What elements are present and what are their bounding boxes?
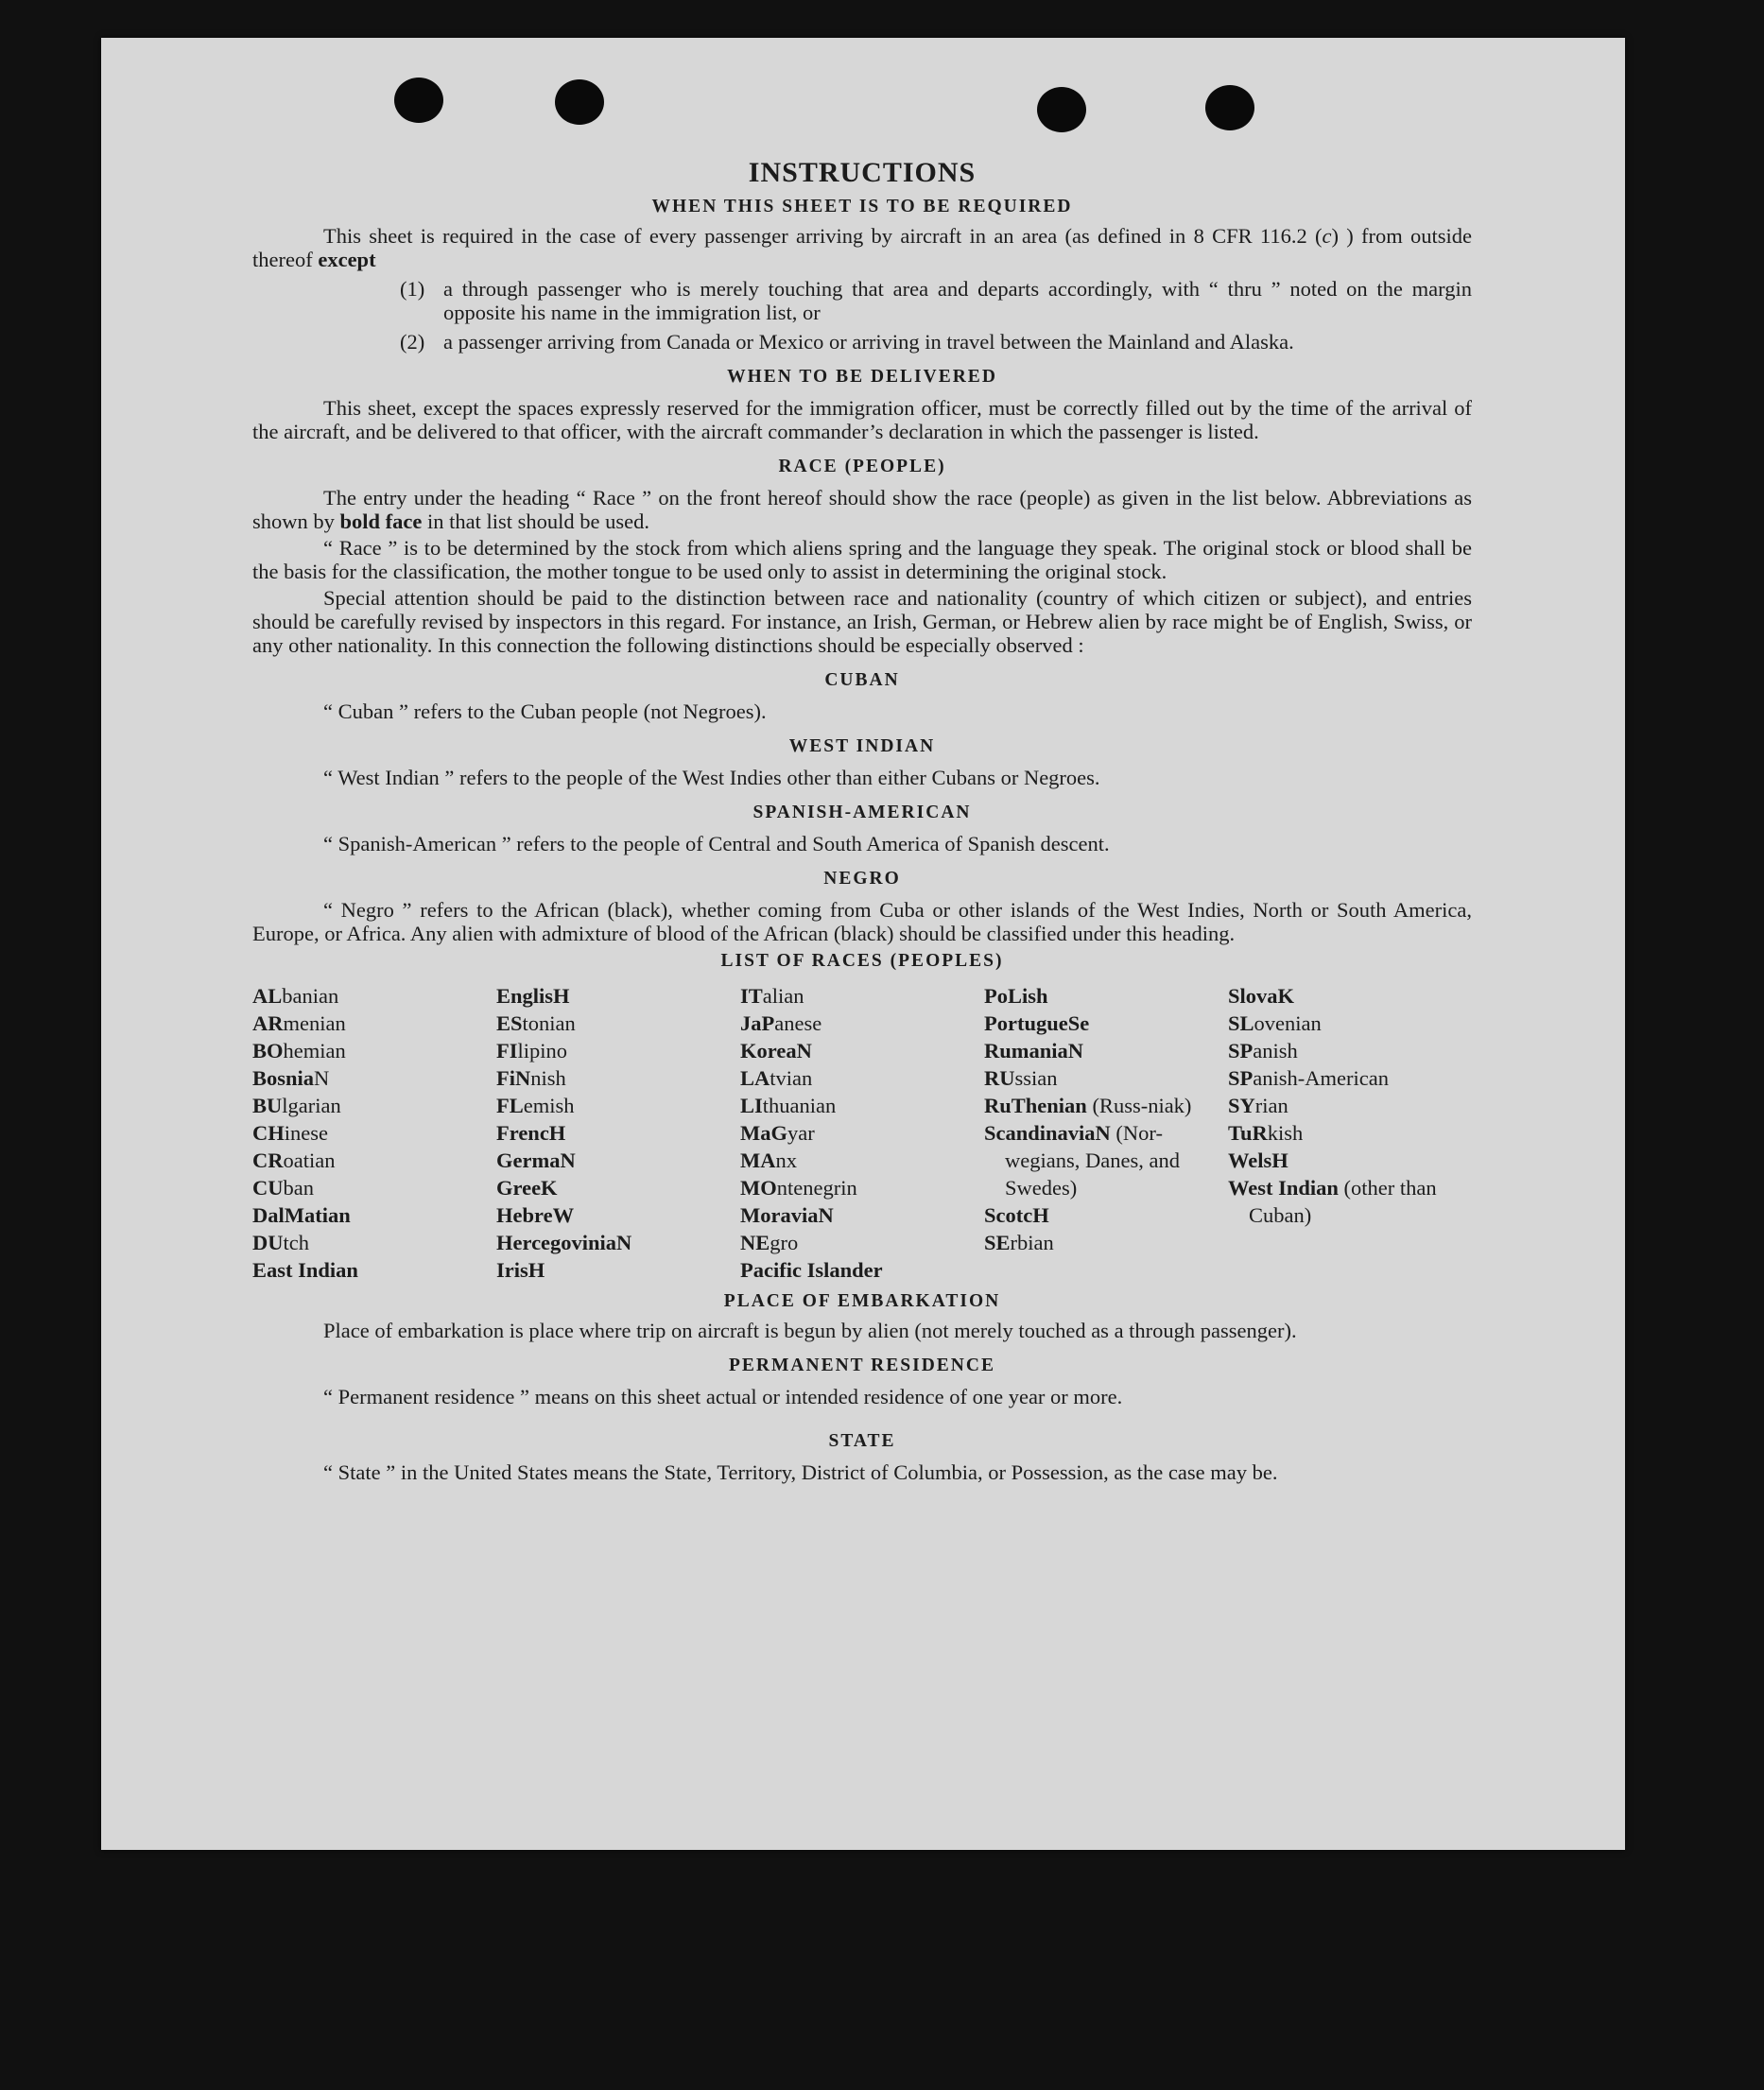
race-entry [740, 1147, 984, 1174]
race-abbreviation: HebreW [496, 1203, 575, 1227]
race-remainder: ssian [1014, 1066, 1058, 1090]
race-entry [740, 1119, 984, 1147]
race-abbreviation: SP [1228, 1039, 1254, 1062]
item-number: (2) [400, 330, 425, 354]
race-abbreviation: CU [252, 1176, 284, 1200]
instructions-body [252, 157, 1472, 1487]
race-entry [496, 1092, 740, 1119]
race-remainder: rian [1254, 1094, 1288, 1117]
race-remainder: N [314, 1066, 330, 1090]
race-entry [984, 1010, 1228, 1037]
race-entry [252, 1092, 496, 1119]
race-entry [1228, 1010, 1472, 1037]
race-abbreviation: CH [252, 1121, 285, 1145]
permanent-residence-paragraph: “ Permanent residence ” means on this sheet actual or intended residence of one year or more. [323, 1385, 1123, 1408]
section-heading-spanish-american: SPANISH-AMERICAN [752, 803, 972, 822]
race-remainder: nx [775, 1149, 797, 1172]
race-entry [740, 1010, 984, 1037]
races-column [740, 982, 984, 1284]
race-entry [1228, 1037, 1472, 1064]
race-entry [740, 1256, 984, 1284]
race-entry [984, 1037, 1228, 1064]
race-entry [740, 1092, 984, 1119]
race-entry [252, 1064, 496, 1092]
races-column [1228, 982, 1472, 1284]
race-entry [984, 1064, 1228, 1092]
race-abbreviation: RumaniaN [984, 1039, 1084, 1062]
race-paragraph-1 [252, 486, 1472, 533]
race-entry [496, 1201, 740, 1229]
punch-hole [555, 79, 604, 125]
race-abbreviation: IT [740, 984, 763, 1008]
race-abbreviation: LA [740, 1066, 770, 1090]
race-abbreviation: SP [1228, 1066, 1254, 1090]
race-abbreviation: ES [496, 1011, 523, 1035]
item-text: a through passenger who is merely touching that area and departs accordingly, with “ thru ” noted on the margin opposite his name in the immigration list, or [443, 277, 1472, 324]
race-entry [496, 982, 740, 1010]
text-span: c [1322, 224, 1332, 248]
race-abbreviation: MaG [740, 1121, 787, 1145]
race-entry [1228, 1147, 1472, 1174]
exception-item-1 [400, 277, 1472, 324]
text-span: bold face [339, 510, 423, 533]
race-entry [740, 1201, 984, 1229]
race-abbreviation: JaP [740, 1011, 775, 1035]
race-entry [496, 1037, 740, 1064]
race-remainder: nish [530, 1066, 566, 1090]
text-span: except [318, 248, 376, 271]
race-remainder: ntenegrin [776, 1176, 857, 1200]
race-remainder: lipino [517, 1039, 568, 1062]
race-abbreviation: West Indian [1228, 1176, 1339, 1200]
race-abbreviation: BU [252, 1094, 283, 1117]
race-entry [1228, 982, 1472, 1010]
race-entry [740, 1064, 984, 1092]
race-abbreviation: FrencH [496, 1121, 566, 1145]
race-entry [740, 1174, 984, 1201]
race-entry [496, 1064, 740, 1092]
race-abbreviation: MoraviaN [740, 1203, 834, 1227]
race-abbreviation: CR [252, 1149, 284, 1172]
required-paragraph [252, 224, 1472, 271]
delivered-paragraph: This sheet, except the spaces expressly reserved for the immigration officer, must be correctly filled out by the time of the arrival of the aircraft, and be delivered to that officer, with the aircraft commander’s declaration in which the passenger is listed. [252, 396, 1472, 443]
race-remainder: anese [774, 1011, 822, 1035]
race-abbreviation: FI [496, 1039, 518, 1062]
race-entry [740, 1037, 984, 1064]
race-remainder: gro [770, 1231, 799, 1254]
race-remainder: emish [523, 1094, 575, 1117]
spanish-american-paragraph: “ Spanish-American ” refers to the people of Central and South America of Spanish descent. [323, 832, 1110, 855]
race-entry [496, 1174, 740, 1201]
section-heading-list-of-races: LIST OF RACES (PEOPLES) [720, 951, 1004, 971]
race-abbreviation: FL [496, 1094, 524, 1117]
race-abbreviation: HercegoviniaN [496, 1231, 632, 1254]
races-column [984, 982, 1228, 1284]
race-abbreviation: PoLish [984, 984, 1048, 1008]
text-span: ) ) from outside thereof [252, 224, 1473, 271]
race-abbreviation: AL [252, 984, 283, 1008]
text-span: The entry under the heading “ Race ” on the front hereof should show the race (people) as given in the list below. Abbreviations as shown by [252, 486, 1472, 533]
races-column [252, 982, 496, 1284]
race-entry [252, 1147, 496, 1174]
race-abbreviation: SY [1228, 1094, 1255, 1117]
race-abbreviation: RU [984, 1066, 1015, 1090]
race-abbreviation: RuThenian [984, 1094, 1087, 1117]
punch-hole [1037, 87, 1086, 132]
race-abbreviation: LI [740, 1094, 763, 1117]
race-remainder: ban [283, 1176, 314, 1200]
race-paragraph-2: “ Race ” is to be determined by the stock from which aliens spring and the language they speak. The original stock or blood shall be the basis for the classification, the mother tongue to be used only to assist in determining the original stock. [252, 536, 1472, 583]
section-heading-state: STATE [828, 1431, 896, 1451]
race-entry [252, 1010, 496, 1037]
race-remainder: tvian [770, 1066, 813, 1090]
embarkation-paragraph: Place of embarkation is place where trip on aircraft is begun by alien (not merely touched as a through passenger). [323, 1319, 1297, 1342]
section-heading-embarkation: PLACE OF EMBARKATION [723, 1291, 1001, 1311]
race-remainder: thuanian [762, 1094, 837, 1117]
race-entry [252, 1174, 496, 1201]
race-entry [984, 1229, 1228, 1256]
race-entry [496, 1119, 740, 1147]
race-abbreviation: SlovaK [1228, 984, 1295, 1008]
race-remainder: yar [787, 1121, 815, 1145]
race-remainder: ovenian [1254, 1011, 1322, 1035]
section-heading-delivered: WHEN TO BE DELIVERED [727, 367, 997, 387]
race-entry [252, 1229, 496, 1256]
race-abbreviation: MO [740, 1176, 777, 1200]
race-abbreviation: Pacific Islander [740, 1258, 883, 1282]
race-entry [496, 1229, 740, 1256]
race-entry [496, 1256, 740, 1284]
punch-hole [394, 78, 443, 123]
race-remainder: anish [1253, 1039, 1298, 1062]
race-remainder: inese [284, 1121, 328, 1145]
race-abbreviation: AR [252, 1011, 284, 1035]
race-entry [984, 1119, 1228, 1201]
negro-paragraph: “ Negro ” refers to the African (black), whether coming from Cuba or other islands of the West Indies, North or South America, Europe, or Africa. Any alien with admixture of blood of the African (black) should be classified under this heading. [252, 898, 1472, 945]
race-entry [1228, 1119, 1472, 1147]
race-entry [1228, 1064, 1472, 1092]
west-indian-paragraph: “ West Indian ” refers to the people of the West Indies other than either Cubans or Negroes. [323, 766, 1100, 789]
race-abbreviation: TuR [1228, 1121, 1268, 1145]
race-remainder: banian [282, 984, 339, 1008]
race-abbreviation: PortugueSe [984, 1011, 1090, 1035]
race-entry [740, 1229, 984, 1256]
race-abbreviation: WelsH [1228, 1149, 1288, 1172]
race-abbreviation: ScotcH [984, 1203, 1049, 1227]
race-remainder: (other than Cuban) [1249, 1176, 1437, 1227]
race-entry [252, 1201, 496, 1229]
race-remainder: anish-American [1253, 1066, 1389, 1090]
race-abbreviation: SL [1228, 1011, 1254, 1035]
punch-hole [1205, 85, 1254, 130]
race-entry [984, 1201, 1228, 1229]
race-abbreviation: DU [252, 1231, 284, 1254]
page-title: INSTRUCTIONS [748, 157, 977, 188]
race-abbreviation: KoreaN [740, 1039, 812, 1062]
race-remainder: tch [283, 1231, 309, 1254]
race-remainder: menian [283, 1011, 346, 1035]
race-abbreviation: ScandinaviaN [984, 1121, 1111, 1145]
race-paragraph-3: Special attention should be paid to the distinction between race and nationality (country of which citizen or subject), and entries should be carefully revised by inspectors in this regard. For instance, an Irish, German, or Hebrew alien by race might be of English, Swiss, or any other nationality. In this connection the following distinctions should be especially observed : [252, 586, 1472, 657]
race-abbreviation: FiN [496, 1066, 531, 1090]
exception-item-2 [400, 330, 1472, 354]
text-span: This sheet is required in the case of every passenger arriving by aircraft in an area (as defined in 8 CFR 116.2 ( [323, 224, 1323, 248]
race-remainder: (Russ-niak) [1086, 1094, 1192, 1117]
races-column [496, 982, 740, 1284]
race-entry [252, 1037, 496, 1064]
race-entry [496, 1010, 740, 1037]
item-number: (1) [400, 277, 425, 301]
race-entry [984, 1092, 1228, 1119]
race-abbreviation: IrisH [496, 1258, 545, 1282]
race-entry [740, 982, 984, 1010]
race-abbreviation: GreeK [496, 1176, 558, 1200]
race-remainder: (Nor-wegians, Danes, and Swedes) [1005, 1121, 1180, 1200]
race-remainder: oatian [283, 1149, 336, 1172]
race-abbreviation: BO [252, 1039, 284, 1062]
race-abbreviation: Bosnia [252, 1066, 315, 1090]
text-span: in that list should be used. [422, 510, 650, 533]
races-list [252, 982, 1472, 1284]
section-heading-negro: NEGRO [823, 869, 901, 889]
race-abbreviation: MA [740, 1149, 776, 1172]
race-entry [984, 982, 1228, 1010]
race-abbreviation: NE [740, 1231, 770, 1254]
race-remainder: alian [762, 984, 804, 1008]
section-heading-west-indian: WEST INDIAN [788, 736, 936, 756]
race-entry [252, 1256, 496, 1284]
race-entry [1228, 1092, 1472, 1119]
race-remainder: hemian [283, 1039, 346, 1062]
race-abbreviation: SE [984, 1231, 1011, 1254]
race-abbreviation: GermaN [496, 1149, 576, 1172]
race-remainder: tonian [522, 1011, 576, 1035]
race-entry [252, 1119, 496, 1147]
race-abbreviation: EnglisH [496, 984, 570, 1008]
cuban-paragraph: “ Cuban ” refers to the Cuban people (not Negroes). [323, 700, 767, 723]
document-page [101, 38, 1625, 1850]
item-text: a passenger arriving from Canada or Mexico or arriving in travel between the Mainland and Alaska. [443, 330, 1294, 354]
race-remainder: lgarian [282, 1094, 341, 1117]
race-entry [252, 982, 496, 1010]
section-heading-race: RACE (PEOPLE) [778, 457, 946, 476]
section-heading-permanent-residence: PERMANENT RESIDENCE [729, 1356, 995, 1375]
section-heading-cuban: CUBAN [824, 670, 900, 690]
section-heading-required: WHEN THIS SHEET IS TO BE REQUIRED [651, 197, 1073, 216]
state-paragraph: “ State ” in the United States means the State, Territory, District of Columbia, or Possession, as the case may be. [323, 1460, 1278, 1484]
race-abbreviation: East Indian [252, 1258, 358, 1282]
race-remainder: rbian [1010, 1231, 1054, 1254]
race-remainder: kish [1267, 1121, 1304, 1145]
race-entry [1228, 1174, 1472, 1229]
race-entry [496, 1147, 740, 1174]
race-abbreviation: DalMatian [252, 1203, 351, 1227]
